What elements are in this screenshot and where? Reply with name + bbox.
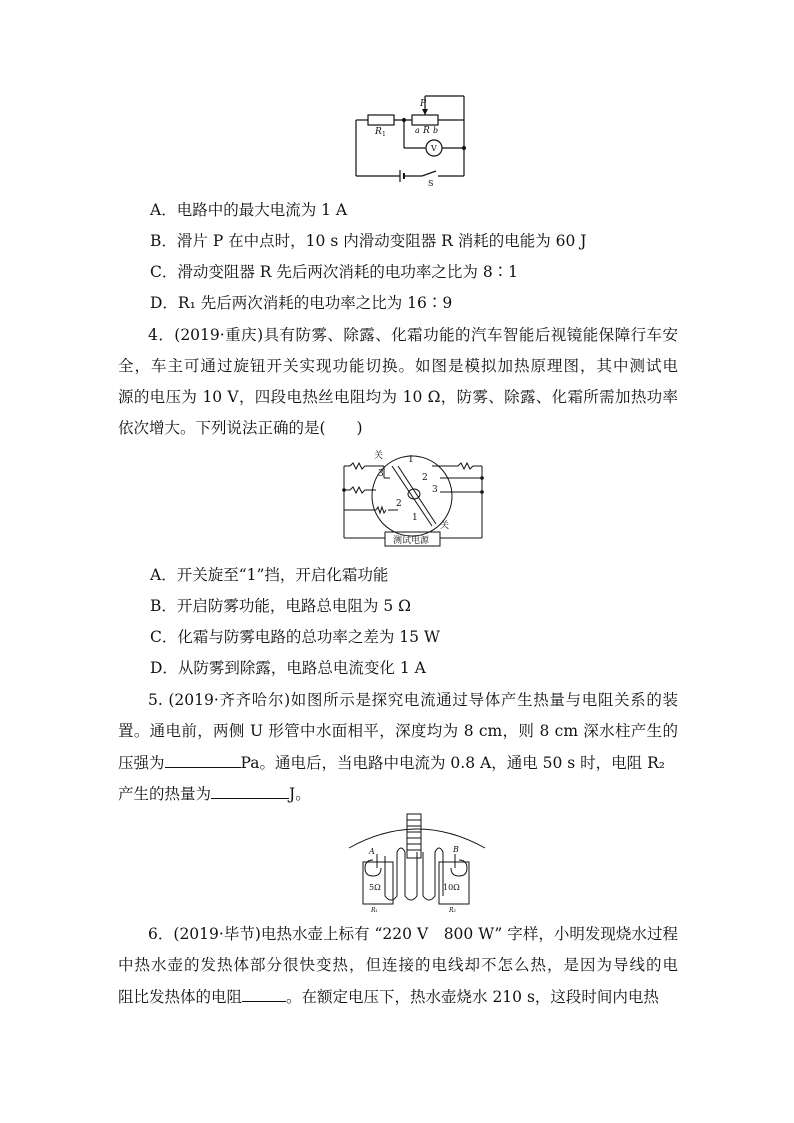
q4-option-b: B．开启防雾功能，电路总电阻为 5 Ω (150, 597, 411, 615)
r2-label: R₂ (449, 907, 456, 914)
r1-sub-label: 1 (382, 131, 386, 138)
container-b-label: B (453, 845, 459, 854)
r-label: R (423, 126, 430, 136)
position-3-right: 3 (432, 485, 438, 495)
q3-option-c: C．滑动变阻器 R 先后两次消耗的电功率之比为 8∶1 (150, 263, 519, 281)
q5-line3-suffix: Pa。通电后，当电路中电流为 0.8 A，通电 50 s 时，电阻 R₂ (240, 754, 665, 772)
q5-line4-prefix: 产生的热量为 (118, 785, 212, 803)
q3-option-d: D．R₁ 先后两次消耗的电功率之比为 16∶9 (150, 294, 453, 312)
q3-option-b: B．滑片 P 在中点时，10 s 内滑动变阻器 R 消耗的电能为 60 J (150, 232, 587, 250)
q5-blank-pressure[interactable] (165, 752, 241, 768)
container-a-label: A (369, 847, 375, 856)
q4-option-c: C．化霜与防雾电路的总功率之差为 15 W (150, 628, 440, 646)
position-3-left: 3 (378, 469, 384, 479)
off-label-bottom: 关 (440, 521, 450, 531)
r1-label: R (375, 127, 382, 137)
r1-label: R₁ (371, 907, 378, 914)
q4-stem-line-1: 4．(2019·重庆)具有防雾、除露、化霜功能的汽车智能后视镜能保障行车安 (148, 326, 678, 344)
q6-line3-suffix: 。在额定电压下，热水壶烧水 210 s，这段时间内电热 (286, 988, 659, 1006)
position-1-top: 1 (408, 455, 414, 465)
resistor-10-ohm-label: 10Ω (443, 883, 460, 892)
position-1-bottom: 1 (412, 513, 418, 523)
resistor-5-ohm-label: 5Ω (369, 883, 381, 892)
position-2-right: 2 (422, 473, 428, 483)
q4-option-d: D．从防雾到除露，电路总电流变化 1 A (150, 659, 426, 677)
heat-apparatus-diagram (345, 812, 490, 916)
q6-blank-resistance[interactable] (242, 986, 286, 1002)
q5-stem-line-4 (118, 783, 678, 804)
p-label: P (420, 99, 427, 109)
b-label: b (433, 126, 439, 135)
q4-stem-line-4: 依次增大。下列说法正确的是( ) (118, 419, 363, 437)
q6-line3-prefix: 阻比发热体的电阻 (118, 988, 243, 1006)
q5-stem-line-2: 置。通电前，两侧 U 形管中水面相平，深度均为 8 cm，则 8 cm 深水柱产生的 (118, 722, 678, 740)
test-source-label: 测试电源 (393, 536, 430, 546)
q4-option-a: A．开关旋至“1”挡，开启化霜功能 (150, 566, 389, 584)
circuit-diagram-1 (340, 88, 480, 188)
q4-stem-line-3: 源的电压为 10 V，四段电热丝电阻均为 10 Ω，防雾、除露、化霜所需加热功率 (118, 388, 678, 406)
q6-stem-line-1: 6．(2019·毕节)电热水壶上标有 “220 V 800 W” 字样，小明发现烧水过程 (148, 925, 678, 943)
position-2-left: 2 (396, 499, 402, 509)
q5-line3-prefix: 压强为 (118, 754, 165, 772)
q5-stem-line-1: 5. (2019·齐齐哈尔)如图所示是探究电流通过导体产生热量与电阻关系的装 (148, 691, 678, 709)
q5-blank-heat[interactable] (211, 783, 289, 799)
q6-stem-line-2: 中热水壶的发热体部分很快变热，但连接的电线却不怎么热，是因为导线的电 (118, 956, 678, 974)
q5-line4-suffix: J。 (289, 785, 311, 803)
q3-option-a: A．电路中的最大电流为 1 A (150, 201, 348, 219)
q4-stem-line-2: 全，车主可通过旋钮开关实现功能切换。如图是模拟加热原理图，其中测试电 (118, 357, 678, 375)
a-label: a (415, 126, 420, 135)
q5-stem-line-3 (118, 752, 678, 773)
circuit-diagram-2 (340, 448, 490, 552)
off-label-top: 关 (374, 451, 384, 461)
q6-stem-line-3 (118, 986, 678, 1007)
voltmeter-label: V (431, 144, 437, 153)
switch-label: S (428, 179, 434, 188)
